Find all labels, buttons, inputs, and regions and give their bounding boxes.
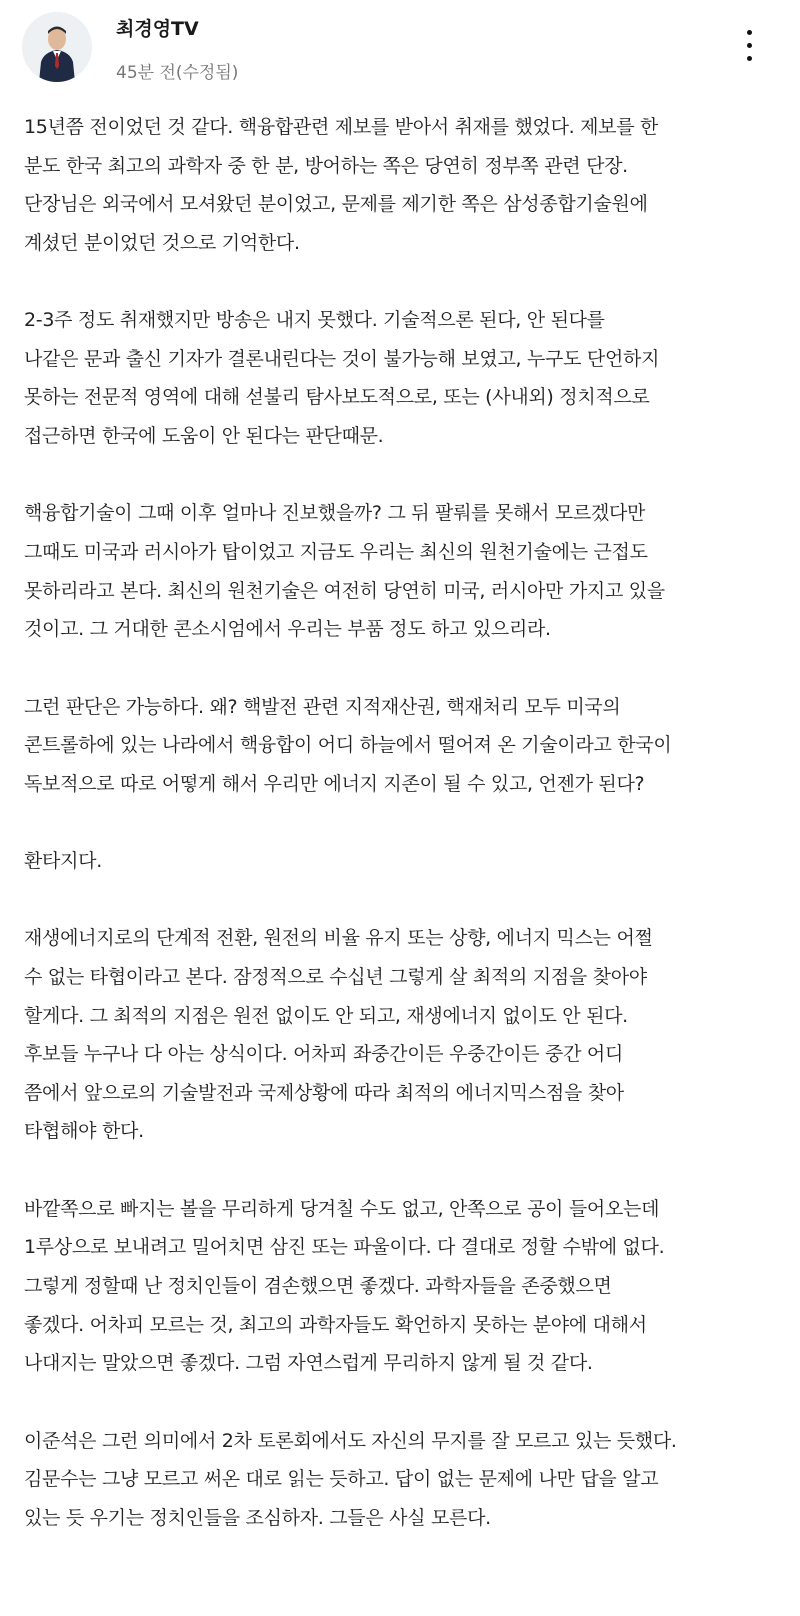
text-line: 콘트롤하에 있는 나라에서 핵융합이 어디 하늘에서 떨어져 온 기술이라고 한국이 (24, 734, 672, 757)
post-paragraph (24, 1422, 776, 1538)
post-timestamp: 45분 전(수정됨) (116, 63, 239, 83)
text-line: 나대지는 말았으면 좋겠다. 그럼 자연스럽게 무리하지 않게 될 것 같다. (24, 1352, 593, 1375)
text-line: 바깥쪽으로 빠지는 볼을 무리하게 당겨칠 수도 없고, 안쪽으로 공이 들어오는데 (24, 1197, 660, 1220)
text-line: 그때도 미국과 러시아가 탑이었고 지금도 우리는 최신의 원천기술에는 근접도 (24, 540, 648, 563)
text-line: 분도 한국 최고의 과학자 중 한 분, 방어하는 쪽은 당연히 정부쪽 관련 단장. (24, 154, 628, 177)
text-line: 재생에너지로의 단계적 전환, 원전의 비율 유지 또는 상향, 에너지 믹스는 어쩔 (24, 927, 653, 950)
text-line: 15년쯤 전이었던 것 같다. 핵융합관련 제보를 받아서 취재를 했었다. 제보를 한 (24, 116, 659, 138)
text-line: 못하리라고 본다. 최신의 원천기술은 여전히 당연히 미국, 러시아만 가지고 있을 (24, 579, 665, 602)
paragraph-gap (24, 456, 776, 495)
more-options-icon[interactable] (736, 26, 764, 66)
text-line: 단장님은 외국에서 모셔왔던 분이었고, 문제를 제기한 쪽은 삼성종합기술원에 (24, 193, 648, 216)
paragraph-gap (24, 262, 776, 301)
text-line: 할게다. 그 최적의 지점은 원전 없이도 안 되고, 재생에너지 없이도 안 된다. (24, 1004, 628, 1027)
text-line: 나같은 문과 출신 기자가 결론내린다는 것이 불가능해 보였고, 누구도 단언하지 (24, 347, 660, 370)
post-paragraph (24, 1190, 776, 1383)
text-line: 못하는 전문적 영역에 대해 섣불리 탐사보도적으로, 또는 (사내외) 정치적으로 (24, 386, 650, 409)
text-line: 수 없는 타협이라고 본다. 잠정적으로 수십년 그렇게 살 최적의 지점을 찾아야 (24, 966, 647, 989)
text-line: 2-3주 정도 취재했지만 방송은 내지 못했다. 기술적으론 된다, 안 된다를 (24, 309, 605, 332)
post-header (0, 0, 800, 96)
post-paragraph (24, 919, 776, 1151)
paragraph-gap (24, 1383, 776, 1422)
post-paragraph (24, 108, 776, 262)
text-line: 계셨던 분이었던 것으로 기억한다. (24, 231, 300, 254)
text-line: 후보들 누구나 다 아는 상식이다. 어차피 좌중간이든 우중간이든 중간 어디 (24, 1043, 624, 1066)
author-name[interactable]: 최경영TV (116, 18, 199, 40)
paragraph-gap (24, 649, 776, 688)
paragraph-gap (24, 1151, 776, 1190)
post-body (24, 108, 776, 1537)
post-paragraph (24, 494, 776, 648)
text-line: 1루상으로 보내려고 밀어치면 삼진 또는 파울이다. 다 결대로 정할 수밖에 없다. (24, 1236, 665, 1259)
text-line: 그런 판단은 가능하다. 왜? 핵발전 관련 지적재산권, 핵재처리 모두 미국의 (24, 695, 621, 718)
text-line: 타협해야 한다. (24, 1120, 144, 1143)
paragraph-gap (24, 881, 776, 920)
text-line: 이준석은 그런 의미에서 2차 토론회에서도 자신의 무지를 잘 모르고 있는 듯했다. (24, 1429, 677, 1452)
post-paragraph (24, 688, 776, 804)
paragraph-gap (24, 803, 776, 842)
text-line: 있는 듯 우기는 정치인들을 조심하자. 그들은 사실 모른다. (24, 1506, 491, 1529)
text-line: 쯤에서 앞으로의 기술발전과 국제상황에 따라 최적의 에너지믹스점을 찾아 (24, 1081, 624, 1104)
person-avatar-icon (22, 12, 92, 82)
text-line: 환타지다. (24, 850, 102, 873)
text-line: 그렇게 정할때 난 정치인들이 겸손했으면 좋겠다. 과학자들을 존중했으면 (24, 1275, 612, 1298)
text-line: 핵융합기술이 그때 이후 얼마나 진보했을까? 그 뒤 팔뤄를 못해서 모르겠다만 (24, 502, 646, 525)
text-line: 김문수는 그냥 모르고 써온 대로 읽는 듯하고. 답이 없는 문제에 나만 답을 알고 (24, 1468, 659, 1491)
author-avatar[interactable] (22, 12, 92, 82)
text-line: 것이고. 그 거대한 콘소시엄에서 우리는 부품 정도 하고 있으리라. (24, 618, 551, 641)
text-line: 접근하면 한국에 도움이 안 된다는 판단때문. (24, 424, 384, 447)
post-paragraph (24, 842, 776, 881)
post-paragraph (24, 301, 776, 455)
text-line: 좋겠다. 어차피 모르는 것, 최고의 과학자들도 확언하지 못하는 분야에 대해서 (24, 1313, 647, 1336)
text-line: 독보적으로 따로 어떻게 해서 우리만 에너지 지존이 될 수 있고, 언젠가 된다? (24, 772, 645, 795)
